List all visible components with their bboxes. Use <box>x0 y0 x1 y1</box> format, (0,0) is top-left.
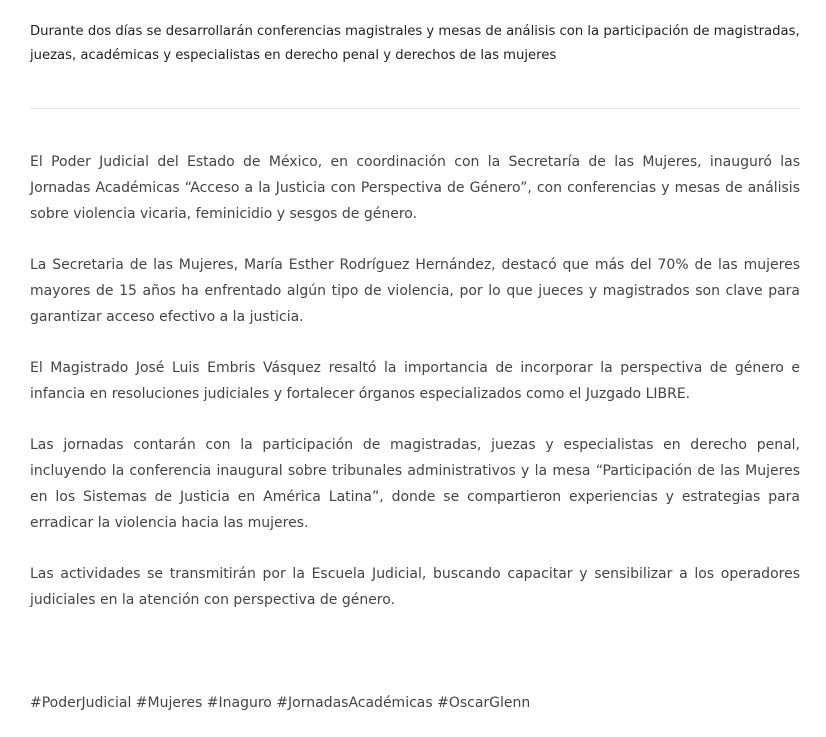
divider <box>30 108 800 109</box>
article-summary: Durante dos días se desarrollarán conferencias magistrales y mesas de análisis con la participación de magistradas, juezas, académicas y especialistas en derecho penal y derechos de las mujeres <box>30 24 800 63</box>
paragraph-2: La Secretaria de las Mujeres, María Esther Rodríguez Hernández, destacó que más del 70% de las mujeres mayores de 15 años ha enfrentado algún tipo de violencia, por lo que jueces y magistrados son clave para garantizar acceso efectivo a la justicia. <box>30 257 800 325</box>
paragraph-3: El Magistrado José Luis Embris Vásquez resaltó la importancia de incorporar la perspectiva de género e infancia en resoluciones judiciales y fortalecer órganos especializados como el Juzgado LIBRE. <box>30 360 800 402</box>
paragraph-5: Las actividades se transmitirán por la Escuela Judicial, buscando capacitar y sensibilizar a los operadores judiciales en la atención con perspectiva de género. <box>30 566 800 608</box>
paragraph-4: Las jornadas contarán con la participación de magistradas, juezas y especialistas en derecho penal, incluyendo la conferencia inaugural sobre tribunales administrativos y la mesa “Participación de las Mujeres en los Sistemas de Justicia en América Latina”, donde se compartieron experiencias y estrategias para erradicar la violencia hacia las mujeres. <box>30 437 800 531</box>
article-body <box>30 149 800 638</box>
hashtags: #PoderJudicial #Mujeres #Inaguro #JornadasAcadémicas #OscarGlenn <box>30 695 531 711</box>
paragraph-1: El Poder Judicial del Estado de México, en coordinación con la Secretaría de las Mujeres, inauguró las Jornadas Académicas “Acceso a la Justicia con Perspectiva de Género”, con conferencias y mesas de análisis sobre violencia vicaria, feminicidio y sesgos de género. <box>30 154 800 222</box>
